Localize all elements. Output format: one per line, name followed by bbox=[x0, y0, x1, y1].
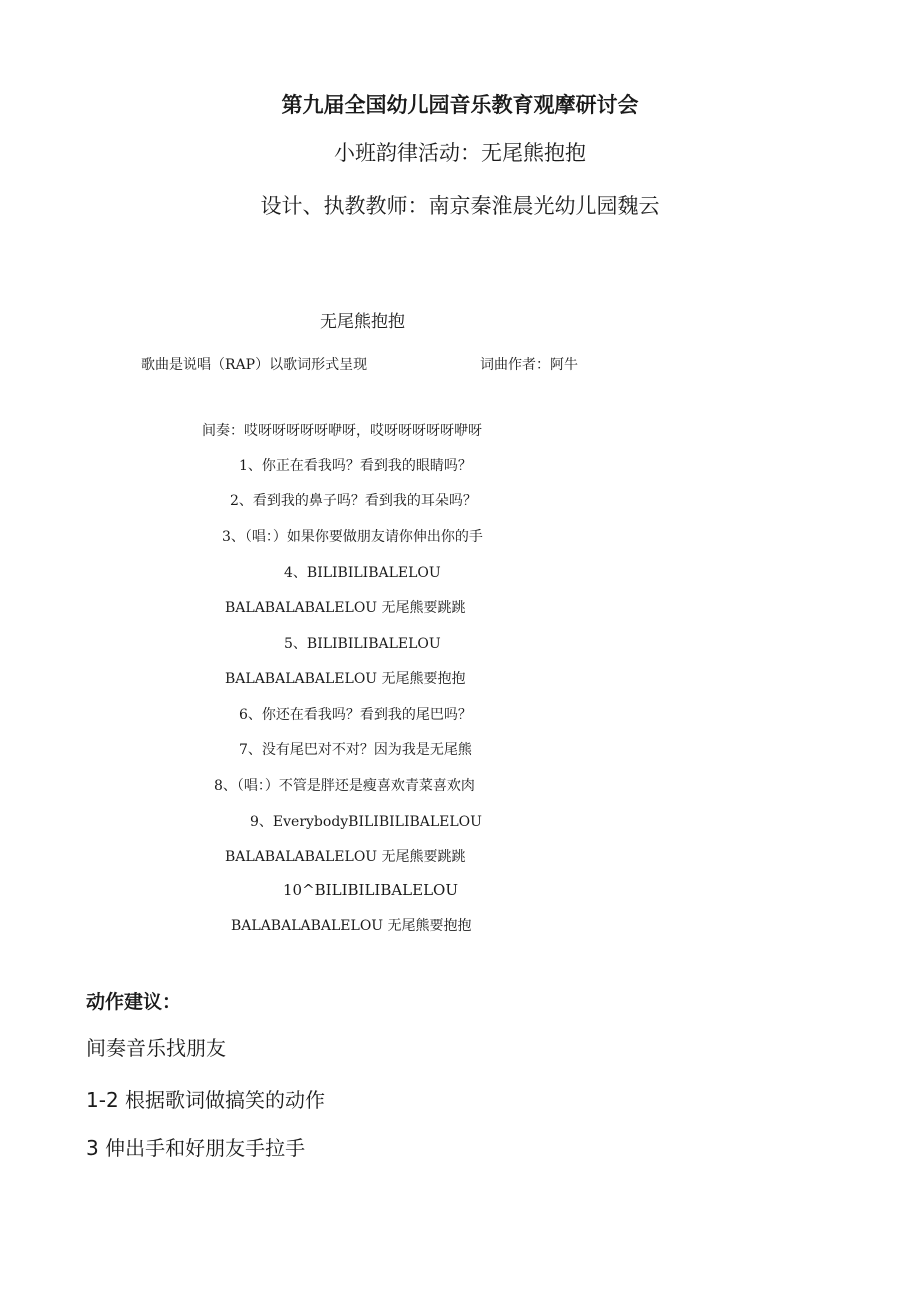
conference-title: 第九届全国幼儿园音乐教育观摩研讨会 bbox=[281, 93, 639, 117]
teacher-line: 设计、执教教师：南京秦淮晨光幼儿园魏云 bbox=[260, 194, 660, 218]
song-title: 无尾熊抱抱 bbox=[320, 312, 405, 332]
lyric-line: BALABALABALELOU 无尾熊要抱抱 bbox=[225, 671, 466, 687]
advice-item: 3 伸出手和好朋友手拉手 bbox=[86, 1136, 306, 1160]
activity-title: 小班韵律活动：无尾熊抱抱 bbox=[334, 141, 586, 165]
lyric-line: 1、你正在看我吗？看到我的眼睛吗？ bbox=[239, 458, 472, 474]
lyric-line: 间奏：哎呀呀呀呀呀咿呀，哎呀呀呀呀呀咿呀 bbox=[202, 423, 482, 439]
lyric-line: 10^BILIBILIBALELOU bbox=[283, 881, 458, 899]
advice-heading: 动作建议： bbox=[86, 991, 182, 1013]
song-author: 词曲作者：阿牛 bbox=[480, 357, 578, 373]
advice-item: 间奏音乐找朋友 bbox=[86, 1036, 226, 1060]
lyric-line: 7、没有尾巴对不对？因为我是无尾熊 bbox=[239, 742, 472, 758]
lyric-line: BALABALABALELOU 无尾熊要跳跳 bbox=[225, 849, 466, 865]
lyric-line: 5、BILIBILIBALELOU bbox=[284, 636, 441, 652]
lyric-line: 2、看到我的鼻子吗？看到我的耳朵吗？ bbox=[230, 493, 477, 509]
lyric-line: 6、你还在看我吗？看到我的尾巴吗？ bbox=[239, 707, 472, 723]
lyric-line: 3、（唱：）如果你要做朋友请你伸出你的手 bbox=[222, 529, 483, 545]
lyric-line: BALABALABALELOU 无尾熊要抱抱 bbox=[231, 918, 472, 934]
lyric-line: 9、EverybodyBILIBILIBALELOU bbox=[250, 814, 482, 830]
lyric-line: 4、BILIBILIBALELOU bbox=[284, 565, 441, 581]
lyric-line: BALABALABALELOU 无尾熊要跳跳 bbox=[225, 600, 466, 616]
advice-item: 1-2 根据歌词做搞笑的动作 bbox=[86, 1088, 326, 1112]
lyric-line: 8、（唱：）不管是胖还是瘦喜欢青菜喜欢肉 bbox=[214, 778, 475, 794]
song-description: 歌曲是说唱（RAP）以歌词形式呈现 bbox=[141, 357, 368, 373]
